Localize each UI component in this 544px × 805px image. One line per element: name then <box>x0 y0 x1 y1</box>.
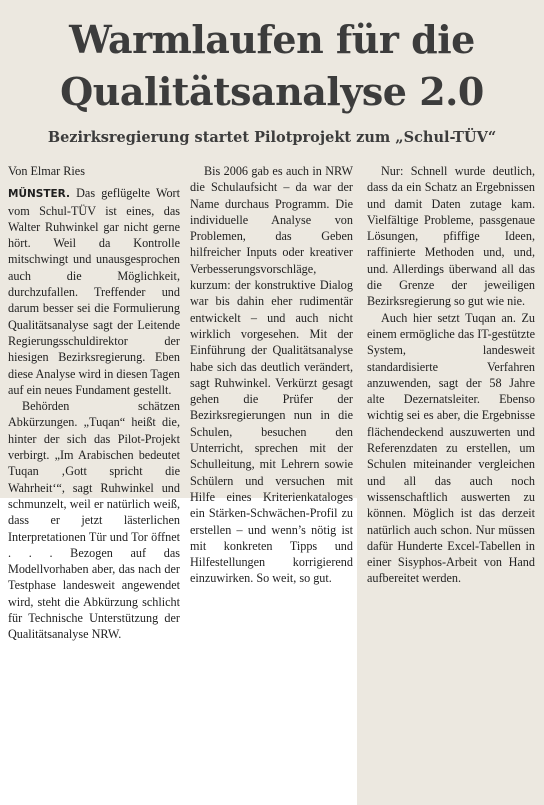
article-column-1 <box>8 163 180 643</box>
headline-line-1: Warmlaufen für die <box>69 17 475 62</box>
byline: Von Elmar Ries <box>8 164 85 178</box>
paragraph-4-text: Nur: Schnell wurde deutlich, dass da ein Schatz an Ergebnissen und damit Daten zutage kam. Vielfältige Probleme, passgenaue Lösungen, pfiffige Ideen, raffinierte Methoden und, und, und. Allerdings überwand all das die Grenze der jeweiligen Bezirksregierung so gut wie nie. <box>367 164 535 309</box>
article-column-2 <box>190 163 353 587</box>
paragraph-2 <box>8 398 180 642</box>
paragraph-1-text: Das geflügelte Wort vom Schul-TÜV ist eines, das Walter Ruhwinkel gar nicht gerne hört. Weil da Kontrolle mitschwingt und unausgesprochen auch die Möglichkeit, durchzufallen. Treffender und darum besser sei die Formulierung Qualitätsanalyse sagt der Leitende Regierungsschuldirektor der hiesigen Bezirksregierung. Eben diese Analyse wird in diesen Tagen auf ein neues Fundament gestellt. <box>8 186 181 397</box>
headline-line-2: Qualitätsanalyse 2.0 <box>60 69 484 114</box>
dateline: MÜNSTER. <box>8 188 70 201</box>
paragraph-1 <box>8 185 180 398</box>
headline <box>0 14 544 118</box>
paragraph-2-text: Behörden schätzen Abkürzungen. „Tuqan“ heißt die, hinter der sich das Pilot-Projekt verbirgt. „Im Arabischen bedeutet Tuqan ‚Gott spricht die Wahrheit‘“, sagt Ruhwinkel und schmunzelt, weil er natürlich weiß, dass er jetzt lästerlichen Interpretationen Tür und Tor öffnet . . . Bezogen auf das Modellvorhaben aber, das nach der Testphase landesweit angewendet wird, steht die Abkürzung schlicht für Technische Unterstützung der Qualitätsanalyse NRW. <box>8 399 180 642</box>
article-column-3 <box>367 163 535 587</box>
paragraph-3-text: Bis 2006 gab es auch in NRW die Schulaufsicht – da war der Name durchaus Programm. Die individuelle Analyse von Problemen, das Geben hilfreicher Inputs oder kreativer Verbesserungsvorschläge, kurzum: der konstruktive Dialog war bis dahin eher rudimentär entwickelt – und auch nicht wirklich vorgesehen. Mit der Einführung der Qualitätsanalyse habe sich das deutlich verändert, sagt Ruhwinkel. Verkürzt gesagt gehen die Prüfer der Bezirksregierungen nun in die Schulen, besuchen den Unterricht, sprechen mit der Schulleitung, mit Lehrern sowie Schülern und versuchen mit Hilfe eines Kriterienkataloges ein Stärken-Schwächen-Profil zu erstellen – und wenn’s nötig ist mit konkreten Tipps und Hilfestellungen korrigierend einzuwirken. So weit, so gut. <box>190 164 353 586</box>
paragraph-4 <box>367 163 535 310</box>
subheadline: Bezirksregierung startet Pilotprojekt zum „Schul-TÜV“ <box>47 129 497 146</box>
paragraph-3 <box>190 163 353 587</box>
paragraph-5 <box>367 310 535 587</box>
paragraph-5-text: Auch hier setzt Tuqan an. Zu einem ermögliche das IT-gestützte System, landesweit standardisierte Verfahren anzuwenden, sagt der 58 Jahre alte Dezernatsleiter. Ebenso wichtig sei es aber, die Ergebnisse flächendeckend auszuwerten und Referenzdaten zu erstellen, um Schulen miteinander vergleichen und all das auch noch wissenschaftlich auswerten zu können. Möglich ist das derzeit natürlich auch schon. Nur müssen dafür Hunderte Excel-Tabellen in einer Sisyphos-Arbeit von Hand aufbereitet werden. <box>367 310 535 586</box>
